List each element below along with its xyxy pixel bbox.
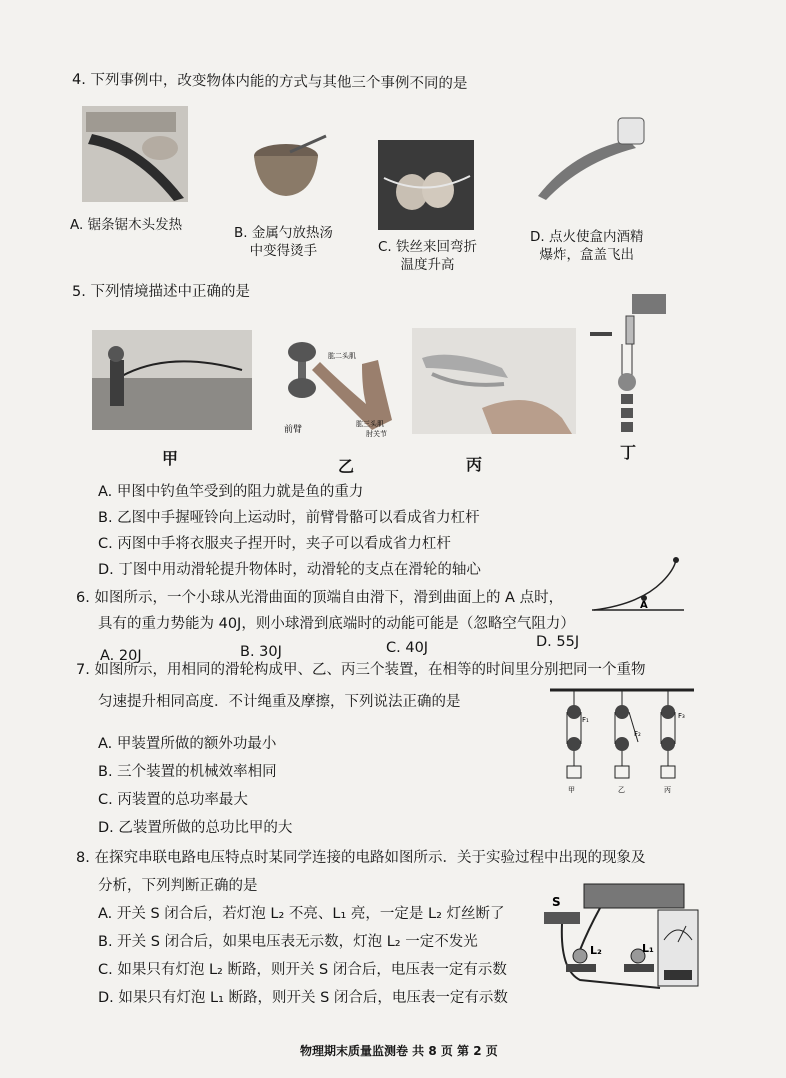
q4-stem: 4. 下列事例中，改变物体内能的方式与其他三个事例不同的是 <box>71 71 468 93</box>
saw-wood-photo <box>82 106 188 202</box>
q7-line2: 匀速提升相同高度．不计绳重及摩擦，下列说法正确的是 <box>98 694 461 710</box>
clothes-clip-photo <box>412 328 576 434</box>
q6-option-d: D. 55J <box>536 634 580 650</box>
q7-line1: 7. 如图所示，用相同的滑轮构成甲、乙、丙三个装置，在相等的时间里分别把同一个重物 <box>76 662 646 678</box>
movable-pulley-photo <box>588 290 668 440</box>
soup-spoon-photo <box>250 134 328 200</box>
q4-option-d: D. 点火使盒内酒精 爆炸，盒盖飞出 <box>530 229 644 263</box>
q6-option-a: A. 20J <box>100 648 142 664</box>
figure-label-bing: 丙 <box>466 455 483 474</box>
q7-option-b: B. 三个装置的机械效率相同 <box>98 764 277 780</box>
curved-track-figure <box>590 556 686 616</box>
figure-label-yi: 乙 <box>338 457 355 476</box>
switch-label: S <box>552 895 561 909</box>
q6-option-b: B. 30J <box>240 644 282 660</box>
arm-label-joint: 肘关节 <box>366 430 387 438</box>
figure-label-jia: 甲 <box>162 449 179 468</box>
svg-text:乙: 乙 <box>618 786 625 794</box>
q4-option-c: C. 铁丝来回弯折 温度升高 <box>378 239 478 273</box>
svg-text:F₃: F₃ <box>678 712 685 720</box>
q8-option-b: B. 开关 S 闭合后，如果电压表无示数，灯泡 L₂ 一定不发光 <box>98 934 478 950</box>
q6-option-c: C. 40J <box>386 640 429 656</box>
svg-text:丙: 丙 <box>664 786 671 794</box>
q6-line2: 具有的重力势能为 40J，则小球滑到底端时的动能可能是（忽略空气阻力） <box>98 616 575 632</box>
q7-option-a: A. 甲装置所做的额外功最小 <box>98 736 277 752</box>
q5-option-c: C. 丙图中手将衣服夹子捏开时，夹子可以看成省力杠杆 <box>98 536 451 552</box>
q5-option-d: D. 丁图中用动滑轮提升物体时，动滑轮的支点在滑轮的轴心 <box>98 562 481 578</box>
q7-option-d: D. 乙装置所做的总功比甲的大 <box>98 820 293 836</box>
arm-label-triceps: 肱三头肌 <box>356 420 384 428</box>
q8-option-d: D. 如果只有灯泡 L₁ 断路，则开关 S 闭合后，电压表一定有示数 <box>98 990 508 1006</box>
pulley-systems-figure <box>548 686 696 796</box>
point-a-label: A <box>640 600 648 611</box>
lamp-l2-label: L₂ <box>590 944 602 957</box>
q8-option-a: A. 开关 S 闭合后，若灯泡 L₂ 不亮、L₁ 亮，一定是 L₂ 灯丝断了 <box>98 906 505 922</box>
q5-option-a: A. 甲图中钓鱼竿受到的阻力就是鱼的重力 <box>98 484 364 500</box>
svg-text:F₁: F₁ <box>582 716 589 724</box>
arm-label-biceps: 肱二头肌 <box>328 352 356 360</box>
bending-wire-photo <box>378 140 474 230</box>
q8-line1: 8. 在探究串联电路电压特点时某同学连接的电路如图所示．关于实验过程中出现的现象及 <box>76 850 646 866</box>
svg-text:甲: 甲 <box>568 786 575 794</box>
q5-option-b: B. 乙图中手握哑铃向上运动时，前臂骨骼可以看成省力杠杆 <box>98 510 480 526</box>
fishing-rod-photo <box>92 330 252 430</box>
page-footer: 物理期末质量监测卷 共 8 页 第 2 页 <box>300 1044 498 1058</box>
series-circuit-figure <box>540 880 702 1002</box>
arm-dumbbell-photo <box>282 340 412 440</box>
alcohol-box-photo <box>532 112 650 202</box>
svg-text:F₂: F₂ <box>634 730 641 738</box>
q5-stem: 5. 下列情境描述中正确的是 <box>72 284 250 300</box>
q8-option-c: C. 如果只有灯泡 L₂ 断路，则开关 S 闭合后，电压表一定有示数 <box>98 962 507 978</box>
figure-label-ding: 丁 <box>620 443 637 462</box>
q6-line1: 6. 如图所示，一个小球从光滑曲面的顶端自由滑下，滑到曲面上的 A 点时， <box>76 590 564 606</box>
lamp-l1-label: L₁ <box>642 942 654 955</box>
q8-line2: 分析，下列判断正确的是 <box>98 878 258 894</box>
q4-option-b: B. 金属勺放热汤 中变得烫手 <box>234 225 333 259</box>
arm-label-forearm: 前臂 <box>284 425 303 435</box>
q7-option-c: C. 丙装置的总功率最大 <box>98 792 248 808</box>
q4-option-a: A. 锯条锯木头发热 <box>70 217 183 233</box>
